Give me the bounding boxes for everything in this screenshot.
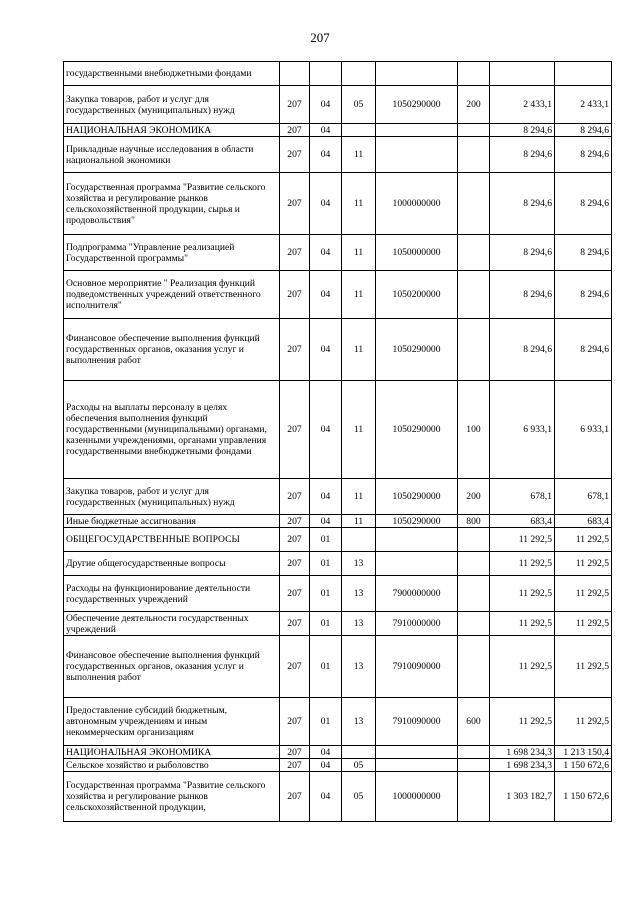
cell-sum2: 6 933,1	[555, 381, 612, 479]
cell-csr: 1050290000	[376, 479, 458, 515]
table-row	[64, 319, 612, 381]
cell-gr: 207	[280, 772, 310, 822]
cell-gr: 207	[280, 271, 310, 319]
cell-gr: 207	[280, 528, 310, 552]
cell-pr	[342, 746, 376, 759]
cell-sum1: 1 303 182,7	[490, 772, 555, 822]
cell-vr	[458, 636, 490, 698]
cell-csr	[376, 62, 458, 86]
table-row	[64, 137, 612, 173]
cell-gr: 207	[280, 759, 310, 772]
cell-name: Государственная программа "Развитие сельского хозяйства и регулирование рынков сельскохозяйственной продукции, сырья и продовольствия"	[64, 173, 280, 235]
cell-sum1: 8 294,6	[490, 319, 555, 381]
cell-sum1: 11 292,5	[490, 612, 555, 636]
cell-vr: 200	[458, 479, 490, 515]
cell-name: Финансовое обеспечение выполнения функций государственных органов, оказания услуг и выполнения работ	[64, 636, 280, 698]
cell-rz: 04	[310, 381, 342, 479]
table-row	[64, 271, 612, 319]
cell-pr: 11	[342, 381, 376, 479]
cell-pr	[342, 62, 376, 86]
cell-sum2: 8 294,6	[555, 235, 612, 271]
cell-gr: 207	[280, 479, 310, 515]
cell-sum2: 8 294,6	[555, 319, 612, 381]
cell-csr: 1050290000	[376, 515, 458, 528]
cell-sum1: 8 294,6	[490, 173, 555, 235]
table-row	[64, 746, 612, 759]
cell-sum2: 11 292,5	[555, 528, 612, 552]
cell-name: Государственная программа "Развитие сельского хозяйства и регулирование рынков сельскохозяйственной продукции,	[64, 772, 280, 822]
cell-rz: 04	[310, 235, 342, 271]
cell-csr: 1050290000	[376, 86, 458, 124]
cell-name: Закупка товаров, работ и услуг для государственных (муниципальных) нужд	[64, 86, 280, 124]
table-row	[64, 612, 612, 636]
cell-vr: 200	[458, 86, 490, 124]
cell-sum1: 8 294,6	[490, 137, 555, 173]
cell-sum2: 8 294,6	[555, 271, 612, 319]
cell-vr	[458, 576, 490, 612]
cell-rz: 04	[310, 173, 342, 235]
cell-sum1: 11 292,5	[490, 528, 555, 552]
cell-name: Расходы на функционирование деятельности государственных учреждений	[64, 576, 280, 612]
cell-vr: 800	[458, 515, 490, 528]
cell-sum1: 1 698 234,3	[490, 759, 555, 772]
cell-rz: 04	[310, 124, 342, 137]
table-row	[64, 772, 612, 822]
cell-gr: 207	[280, 319, 310, 381]
cell-sum2: 8 294,6	[555, 137, 612, 173]
cell-gr: 207	[280, 173, 310, 235]
cell-csr	[376, 137, 458, 173]
cell-name: Сельское хозяйство и рыболовство	[64, 759, 280, 772]
cell-csr: 7910090000	[376, 636, 458, 698]
cell-vr	[458, 759, 490, 772]
cell-sum1: 8 294,6	[490, 235, 555, 271]
cell-rz: 04	[310, 772, 342, 822]
cell-gr: 207	[280, 381, 310, 479]
cell-vr	[458, 62, 490, 86]
cell-gr: 207	[280, 552, 310, 576]
cell-name: Обеспечение деятельности государственных учреждений	[64, 612, 280, 636]
cell-name: Закупка товаров, работ и услуг для государственных (муниципальных) нужд	[64, 479, 280, 515]
cell-rz: 04	[310, 86, 342, 124]
cell-pr: 11	[342, 271, 376, 319]
cell-rz: 04	[310, 515, 342, 528]
table-row	[64, 576, 612, 612]
cell-name: Другие общегосударственные вопросы	[64, 552, 280, 576]
cell-name: ОБЩЕГОСУДАРСТВЕННЫЕ ВОПРОСЫ	[64, 528, 280, 552]
cell-sum1: 683,4	[490, 515, 555, 528]
cell-sum2: 11 292,5	[555, 612, 612, 636]
cell-csr	[376, 759, 458, 772]
cell-vr	[458, 271, 490, 319]
cell-sum2	[555, 62, 612, 86]
table-row	[64, 552, 612, 576]
cell-vr	[458, 137, 490, 173]
table-row	[64, 235, 612, 271]
cell-pr: 11	[342, 515, 376, 528]
cell-sum2: 1 150 672,6	[555, 759, 612, 772]
cell-pr: 05	[342, 759, 376, 772]
cell-name: Иные бюджетные ассигнования	[64, 515, 280, 528]
cell-sum2: 11 292,5	[555, 552, 612, 576]
cell-csr: 1050200000	[376, 271, 458, 319]
cell-sum2: 1 150 672,6	[555, 772, 612, 822]
cell-csr: 1050290000	[376, 319, 458, 381]
cell-sum1: 11 292,5	[490, 576, 555, 612]
cell-name: НАЦИОНАЛЬНАЯ ЭКОНОМИКА	[64, 746, 280, 759]
table-row	[64, 381, 612, 479]
cell-pr: 11	[342, 235, 376, 271]
cell-vr: 600	[458, 698, 490, 746]
cell-csr: 1000000000	[376, 173, 458, 235]
table-row	[64, 759, 612, 772]
cell-vr	[458, 746, 490, 759]
cell-rz: 04	[310, 746, 342, 759]
cell-sum2: 8 294,6	[555, 124, 612, 137]
cell-pr: 13	[342, 698, 376, 746]
cell-sum1: 11 292,5	[490, 698, 555, 746]
cell-sum2: 11 292,5	[555, 636, 612, 698]
cell-gr: 207	[280, 137, 310, 173]
cell-sum1	[490, 62, 555, 86]
cell-pr: 13	[342, 612, 376, 636]
table-row	[64, 515, 612, 528]
cell-sum1: 678,1	[490, 479, 555, 515]
table-row	[64, 636, 612, 698]
table-row	[64, 173, 612, 235]
table-row	[64, 124, 612, 137]
cell-pr: 13	[342, 636, 376, 698]
cell-pr: 13	[342, 552, 376, 576]
cell-pr: 11	[342, 479, 376, 515]
cell-gr: 207	[280, 235, 310, 271]
cell-sum1: 2 433,1	[490, 86, 555, 124]
cell-gr: 207	[280, 612, 310, 636]
cell-csr	[376, 528, 458, 552]
cell-sum1: 11 292,5	[490, 636, 555, 698]
cell-pr	[342, 528, 376, 552]
cell-sum2: 683,4	[555, 515, 612, 528]
cell-rz: 01	[310, 576, 342, 612]
cell-vr	[458, 772, 490, 822]
cell-rz: 01	[310, 528, 342, 552]
cell-name: Расходы на выплаты персоналу в целях обеспечения выполнения функций государственными (муниципальными) органами, казенными учреждениями, органами управления государственными внебюджетными фондами	[64, 381, 280, 479]
cell-rz: 01	[310, 552, 342, 576]
cell-gr: 207	[280, 636, 310, 698]
cell-sum1: 11 292,5	[490, 552, 555, 576]
cell-sum2: 11 292,5	[555, 576, 612, 612]
cell-name: Предоставление субсидий бюджетным, автономным учреждениям и иным некоммерческим организациям	[64, 698, 280, 746]
table-row	[64, 86, 612, 124]
cell-name: Финансовое обеспечение выполнения функций государственных органов, оказания услуг и выполнения работ	[64, 319, 280, 381]
cell-name: Подпрограмма "Управление реализацией Государственной программы"	[64, 235, 280, 271]
cell-rz: 04	[310, 759, 342, 772]
cell-sum2: 8 294,6	[555, 173, 612, 235]
cell-pr: 05	[342, 772, 376, 822]
cell-rz: 01	[310, 612, 342, 636]
cell-vr	[458, 612, 490, 636]
cell-pr: 11	[342, 319, 376, 381]
cell-sum2: 11 292,5	[555, 698, 612, 746]
cell-vr	[458, 124, 490, 137]
cell-name: Основное мероприятие " Реализация функций подведомственных учреждений ответственного исполнителя"	[64, 271, 280, 319]
cell-pr: 11	[342, 137, 376, 173]
cell-vr	[458, 173, 490, 235]
table-row	[64, 479, 612, 515]
budget-table	[63, 61, 612, 822]
page-number: 207	[310, 30, 330, 45]
table-row	[64, 62, 612, 86]
cell-rz	[310, 62, 342, 86]
cell-pr: 05	[342, 86, 376, 124]
cell-gr: 207	[280, 746, 310, 759]
cell-sum2: 1 213 150,4	[555, 746, 612, 759]
cell-gr: 207	[280, 698, 310, 746]
cell-pr: 13	[342, 576, 376, 612]
cell-csr: 1000000000	[376, 772, 458, 822]
cell-vr	[458, 528, 490, 552]
cell-gr: 207	[280, 124, 310, 137]
cell-csr: 1050000000	[376, 235, 458, 271]
cell-rz: 01	[310, 698, 342, 746]
table-row	[64, 528, 612, 552]
cell-csr	[376, 746, 458, 759]
cell-gr: 207	[280, 515, 310, 528]
cell-csr	[376, 552, 458, 576]
cell-name: НАЦИОНАЛЬНАЯ ЭКОНОМИКА	[64, 124, 280, 137]
cell-csr: 1050290000	[376, 381, 458, 479]
cell-csr: 7910090000	[376, 698, 458, 746]
cell-pr: 11	[342, 173, 376, 235]
cell-sum1: 1 698 234,3	[490, 746, 555, 759]
cell-sum2: 678,1	[555, 479, 612, 515]
cell-gr: 207	[280, 576, 310, 612]
cell-name: государственными внебюджетными фондами	[64, 62, 280, 86]
cell-vr	[458, 319, 490, 381]
cell-rz: 04	[310, 137, 342, 173]
cell-sum2: 2 433,1	[555, 86, 612, 124]
cell-sum1: 8 294,6	[490, 124, 555, 137]
cell-rz: 01	[310, 636, 342, 698]
cell-pr	[342, 124, 376, 137]
cell-sum1: 6 933,1	[490, 381, 555, 479]
cell-vr	[458, 552, 490, 576]
cell-sum1: 8 294,6	[490, 271, 555, 319]
cell-vr	[458, 235, 490, 271]
cell-csr: 7910000000	[376, 612, 458, 636]
cell-vr: 100	[458, 381, 490, 479]
cell-rz: 04	[310, 479, 342, 515]
cell-gr: 207	[280, 86, 310, 124]
cell-csr: 7900000000	[376, 576, 458, 612]
cell-csr	[376, 124, 458, 137]
cell-gr	[280, 62, 310, 86]
table-row	[64, 698, 612, 746]
cell-rz: 04	[310, 319, 342, 381]
cell-name: Прикладные научные исследования в области национальной экономики	[64, 137, 280, 173]
cell-rz: 04	[310, 271, 342, 319]
